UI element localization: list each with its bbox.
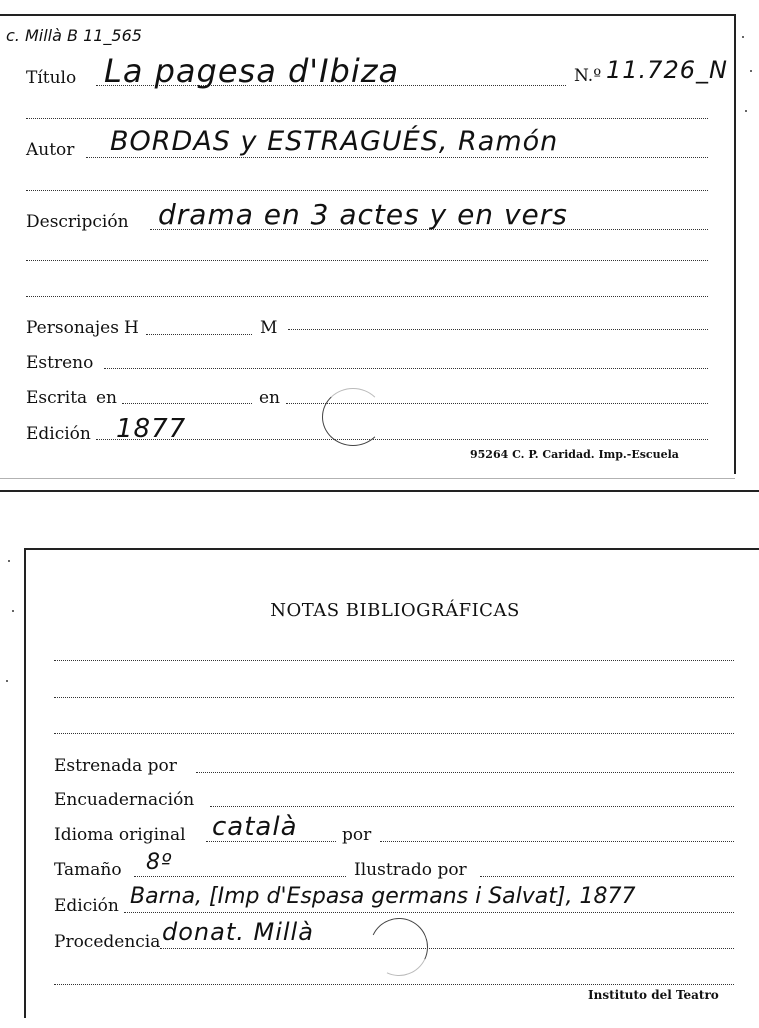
- card-bottom-border: [0, 490, 759, 492]
- estreno-line: [104, 368, 708, 369]
- descripcion-line-3: [26, 296, 708, 297]
- descripcion-label: Descripción: [26, 212, 129, 232]
- edicion2-label: Edición: [54, 896, 119, 916]
- idioma-label: Idioma original: [54, 825, 186, 845]
- edicion2-value: Barna, [Imp d'Espasa germans i Salvat], 1877: [130, 884, 636, 909]
- autor-line-2: [26, 190, 708, 191]
- scan-speck: [745, 110, 747, 112]
- escrita-en2-label: en: [259, 388, 281, 408]
- personajes-label: Personajes: [26, 318, 119, 338]
- edicion-label: Edición: [26, 424, 91, 444]
- por-label: por: [342, 825, 372, 845]
- descripcion-value: drama en 3 actes y en vers: [158, 198, 568, 231]
- titulo-value: La pagesa d'Ibiza: [104, 52, 400, 90]
- notas-line-1: [54, 660, 734, 661]
- por-line: [380, 841, 734, 842]
- notas-line-2: [54, 697, 734, 698]
- card-right-border: [734, 14, 736, 474]
- titulo-label: Título: [26, 68, 77, 88]
- edicion2-line: [124, 912, 734, 913]
- seal-stamp-2: [362, 910, 436, 984]
- procedencia-label: Procedencia: [54, 932, 161, 952]
- h-line: [146, 334, 252, 335]
- estrenada-label: Estrenada por: [54, 756, 177, 776]
- escrita-line-1: [122, 403, 252, 404]
- h-label: H: [124, 318, 139, 338]
- card2-footer: Instituto del Teatro: [588, 988, 719, 1002]
- notas-line-3: [54, 733, 734, 734]
- autor-label: Autor: [26, 140, 75, 160]
- escrita-en-label: en: [96, 388, 118, 408]
- scan-speck: [750, 70, 752, 72]
- scan-speck: [8, 560, 10, 562]
- escrita-label: Escrita: [26, 388, 88, 408]
- scan-speck: [6, 680, 8, 682]
- encuadernacion-label: Encuadernación: [54, 790, 195, 810]
- card2-top-border: [24, 548, 759, 550]
- descripcion-line-2: [26, 260, 708, 261]
- ilustrado-line: [480, 876, 734, 877]
- scan-speck: [742, 36, 744, 38]
- estrenada-line: [196, 772, 734, 773]
- tamano-label: Tamaño: [54, 860, 122, 880]
- autor-value: BORDAS y ESTRAGUÉS, Ramón: [110, 126, 559, 157]
- printer-imprint: 95264 C. P. Caridad. Imp.-Escuela: [470, 448, 679, 461]
- tamano-line: [134, 876, 346, 877]
- seal-stamp: [322, 388, 384, 446]
- idioma-value: català: [212, 812, 298, 842]
- card-top-border: [0, 14, 735, 16]
- procedencia-value: donat. Millà: [162, 918, 314, 946]
- tamano-value: 8º: [146, 850, 173, 875]
- edicion-value: 1877: [116, 414, 187, 444]
- autor-line: [86, 157, 708, 158]
- card2-title: NOTAS BIBLIOGRÁFICAS: [270, 600, 520, 621]
- ilustrado-label: Ilustrado por: [354, 860, 467, 880]
- reference-note: c. Millà B 11_565: [6, 26, 142, 45]
- numero-value: 11.726_N: [606, 56, 728, 84]
- m-label: M: [260, 318, 278, 338]
- titulo-line-2: [26, 118, 708, 119]
- edicion-line: [96, 439, 708, 440]
- card2-bottom-line: [54, 984, 734, 985]
- procedencia-line: [160, 948, 734, 949]
- encuadernacion-line: [210, 806, 734, 807]
- numero-label: N.º: [574, 66, 602, 86]
- estreno-label: Estreno: [26, 353, 94, 373]
- card-bottom-shadow: [0, 478, 735, 479]
- m-line: [288, 329, 708, 330]
